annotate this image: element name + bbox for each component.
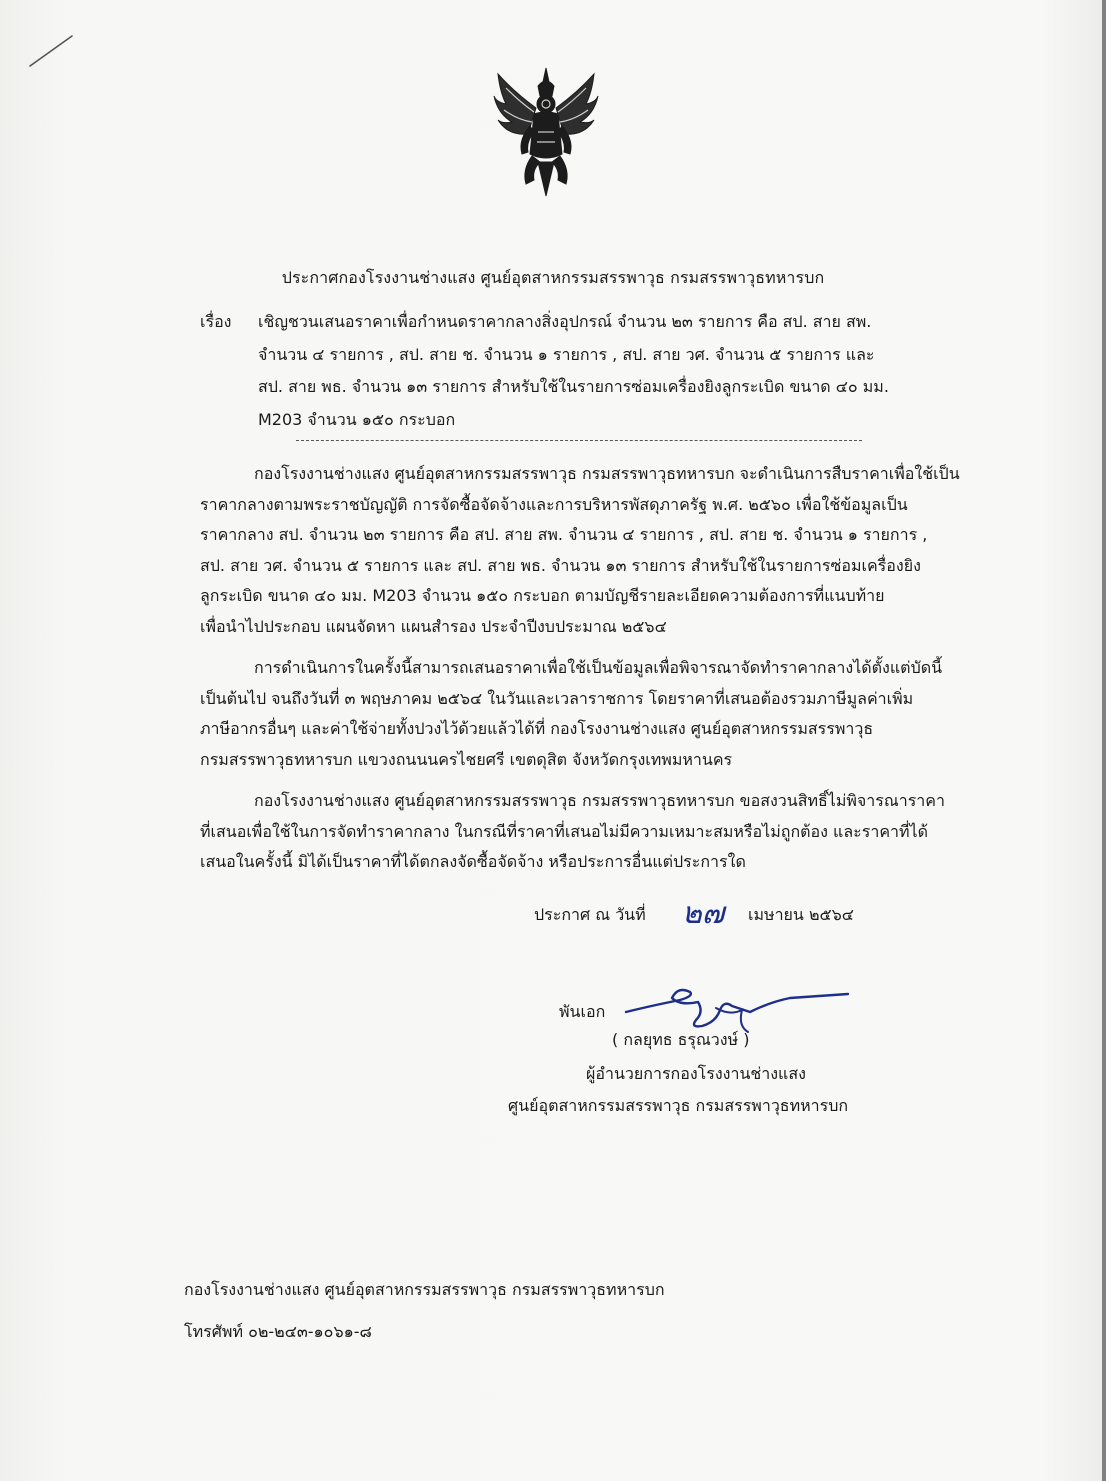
garuda-emblem-icon [492,62,600,198]
body-line: ที่เสนอเพื่อใช้ในการจัดทำราคากลาง ในกรณีที่ราคาที่เสนอไม่มีความเหมาะสมหรือไม่ถูกต้อง และราคาที่ได้ [200,821,928,841]
subject-text [258,306,958,436]
announce-date-prefix: ประกาศ ณ วันที่ [534,905,646,924]
body-paragraph-3 [200,786,976,878]
footer-phone: โทรศัพท์ ๐๒-๒๔๓-๑๐๖๑-๘ [184,1322,372,1341]
body-line: กองโรงงานช่างแสง ศูนย์อุตสาหกรรมสรรพาวุธ กรมสรรพาวุธทหารบก ขอสงวนสิทธิ์ไม่พิจารณาราคา [254,791,945,810]
signer-rank: พันเอก [559,1002,606,1021]
body-line: ลูกระเบิด ขนาด ๔๐ มม. M203 จำนวน ๑๕๐ กระบอก ตามบัญชีรายละเอียดความต้องการที่แนบท้าย [200,586,885,605]
body-line: กรมสรรพาวุธทหารบก แขวงถนนนครไชยศรี เขตดุสิต จังหวัดกรุงเทพมหานคร [200,749,733,769]
subject-line: สป. สาย พธ. จำนวน ๑๓ รายการ สำหรับใช้ในรายการซ่อมเครื่องยิงลูกระเบิด ขนาด ๔๐ มม. [258,377,889,396]
body-line: สป. สาย วศ. จำนวน ๕ รายการ และ สป. สาย พธ. จำนวน ๑๓ รายการ สำหรับใช้ในรายการซ่อมเครื่องยิง [200,555,921,575]
announce-month-year: เมษายน ๒๕๖๔ [748,905,854,924]
document-body [200,459,976,889]
body-line: ราคากลาง สป. จำนวน ๒๓ รายการ คือ สป. สาย สพ. จำนวน ๔ รายการ , สป. สาย ช. จำนวน ๑ รายการ , [200,525,928,544]
subject-label: เรื่อง [200,312,232,331]
body-paragraph-2 [200,653,976,775]
body-line: การดำเนินการในครั้งนี้สามารถเสนอราคาเพื่อใช้เป็นข้อมูลเพื่อพิจารณาจัดทำราคากลางได้ตั้งแต่บัดนี้ [254,658,943,677]
dashed-divider [296,440,862,441]
handwritten-day-text: ๒๗ [682,896,725,929]
body-line: กองโรงงานช่างแสง ศูนย์อุตสาหกรรมสรรพาวุธ กรมสรรพาวุธทหารบก จะดำเนินการสืบราคาเพื่อใช้เป็น [254,464,960,483]
body-line: เพื่อนำไปประกอบ แผนจัดหา แผนสำรอง ประจำปีงบประมาณ ๒๕๖๔ [200,616,667,636]
scan-scratch-mark [28,30,76,70]
body-line: ภาษีอากรอื่นๆ และค่าใช้จ่ายทั้งปวงไว้ด้วยแล้วได้ที่ กองโรงงานช่างแสง ศูนย์อุตสาหกรรมสรรพาวุธ [200,719,874,738]
scan-edge-shadow [1102,0,1106,1481]
body-line: ราคากลางตามพระราชบัญญัติ การจัดซื้อจัดจ้างและการบริหารพัสดุภาครัฐ พ.ศ. ๒๕๖๐ เพื่อใช้ข้อมูลเป็น [200,494,908,514]
signer-name: ( กลยุทธ ธรุณวงษ์ ) [612,1030,750,1049]
document-title: ประกาศกองโรงงานช่างแสง ศูนย์อุตสาหกรรมสรรพาวุธ กรมสรรพาวุธทหารบก [281,268,825,287]
signer-position-2: ศูนย์อุตสาหกรรมสรรพาวุธ กรมสรรพาวุธทหารบก [508,1096,849,1115]
footer-organization: กองโรงงานช่างแสง ศูนย์อุตสาหกรรมสรรพาวุธ กรมสรรพาวุธทหารบก [184,1280,665,1299]
body-line: เสนอในครั้งนี้ มิได้เป็นราคาที่ได้ตกลงจัดซื้อจัดจ้าง หรือประการอื่นแต่ประการใด [200,852,746,871]
signer-position-1: ผู้อำนวยการกองโรงงานช่างแสง [586,1064,806,1083]
body-line: เป็นต้นไป จนถึงวันที่ ๓ พฤษภาคม ๒๕๖๔ ในวันและเวลาราชการ โดยราคาที่เสนอต้องรวมภาษีมูลค่าเพิ่ม [200,688,914,708]
subject-line: เชิญชวนเสนอราคาเพื่อกำหนดราคากลางสิ่งอุปกรณ์ จำนวน ๒๓ รายการ คือ สป. สาย สพ. [258,312,872,331]
handwritten-day [678,893,742,929]
body-paragraph-1 [200,459,976,642]
subject-line: จำนวน ๔ รายการ , สป. สาย ช. จำนวน ๑ รายการ , สป. สาย วศ. จำนวน ๕ รายการ และ [258,344,875,364]
subject-line: M203 จำนวน ๑๕๐ กระบอก [258,409,456,429]
